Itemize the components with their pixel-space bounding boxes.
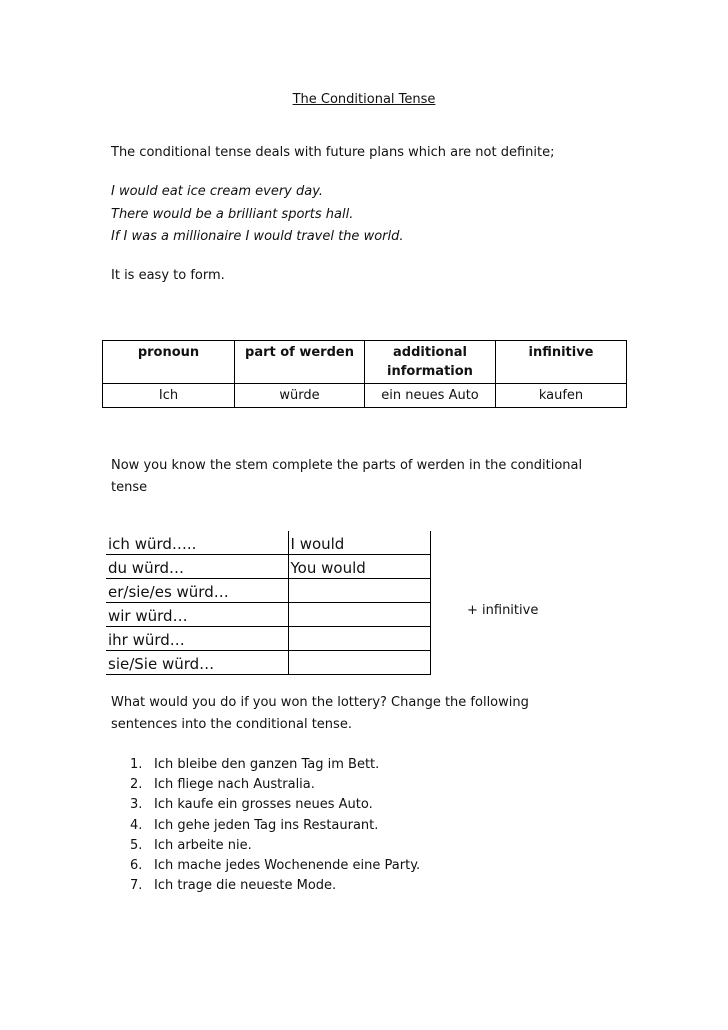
- cell-infinitive: kaufen: [496, 384, 627, 408]
- stem-instruction-cont: tense: [111, 480, 148, 495]
- item-text: Ich kaufe ein grosses neues Auto.: [154, 797, 373, 813]
- example-2: There would be a brilliant sports hall.: [111, 207, 354, 222]
- list-item: [130, 856, 421, 876]
- item-text: Ich arbeite nie.: [154, 837, 252, 853]
- item-number: 1.: [130, 757, 143, 772]
- list-item: [130, 795, 420, 815]
- item-number: 3.: [130, 797, 143, 813]
- item-number: 5.: [130, 837, 143, 853]
- german-cell: ich würd…..: [106, 531, 288, 555]
- formation-example-row: [103, 384, 627, 408]
- intro-text: The conditional tense deals with future plans which are not definite;: [111, 145, 555, 160]
- header-information: information: [387, 364, 473, 379]
- item-number: 7.: [130, 878, 143, 894]
- english-cell[interactable]: [288, 627, 430, 651]
- german-cell: er/sie/es würd…: [106, 579, 288, 603]
- german-cell: ihr würd…: [106, 627, 288, 651]
- example-1: I would eat ice cream every day.: [111, 184, 324, 199]
- header-additional-information: [365, 341, 496, 384]
- english-cell[interactable]: [288, 579, 430, 603]
- table-row: [106, 603, 430, 627]
- page-title: The Conditional Tense: [292, 92, 436, 107]
- list-item: [130, 816, 420, 836]
- sentence-list: [108, 755, 420, 896]
- item-text: Ich trage die neueste Mode.: [154, 878, 337, 894]
- german-cell: du würd…: [106, 555, 288, 579]
- formation-table: [102, 340, 627, 408]
- english-cell[interactable]: [288, 603, 430, 627]
- table-row: [106, 531, 430, 555]
- german-cell: wir würd…: [106, 603, 288, 627]
- header-pronoun: pronoun: [103, 341, 235, 384]
- item-number: 6.: [130, 857, 143, 873]
- english-cell[interactable]: I would: [288, 531, 430, 555]
- header-part-of-werden: part of werden: [235, 341, 365, 384]
- cell-additional: ein neues Auto: [365, 384, 496, 408]
- header-additional: additional: [393, 345, 467, 360]
- german-cell: sie/Sie würd…: [106, 651, 288, 675]
- english-cell[interactable]: [288, 651, 430, 675]
- item-text: Ich bleibe den ganzen Tag im Bett.: [154, 757, 380, 772]
- plus-infinitive-note: + infinitive: [467, 603, 539, 618]
- cell-werden: würde: [235, 384, 365, 408]
- list-item: [130, 755, 420, 775]
- item-text: Ich gehe jeden Tag ins Restaurant.: [154, 817, 379, 833]
- item-number: 4.: [130, 817, 143, 833]
- cell-pronoun: Ich: [103, 384, 235, 408]
- conjugation-table: [106, 531, 431, 675]
- stem-instruction: Now you know the stem complete the parts of werden in the conditional: [111, 458, 583, 473]
- item-text: Ich fliege nach Australia.: [154, 777, 315, 793]
- english-cell[interactable]: You would: [288, 555, 430, 579]
- lottery-question: What would you do if you won the lottery? Change the following: [111, 695, 529, 710]
- header-infinitive: infinitive: [496, 341, 627, 384]
- example-3: If I was a millionaire I would travel the world.: [111, 229, 404, 244]
- table-row: [106, 579, 430, 603]
- list-item: [130, 876, 420, 896]
- formation-header-row: [103, 341, 627, 384]
- table-row: [106, 555, 430, 579]
- item-text: Ich mache jedes Wochenende eine Party.: [154, 857, 421, 873]
- list-item: [130, 775, 420, 795]
- easy-text: It is easy to form.: [111, 268, 225, 283]
- list-item: [130, 836, 420, 856]
- table-row: [106, 627, 430, 651]
- lottery-question-cont: sentences into the conditional tense.: [111, 717, 352, 732]
- item-number: 2.: [130, 777, 143, 793]
- table-row: [106, 651, 430, 675]
